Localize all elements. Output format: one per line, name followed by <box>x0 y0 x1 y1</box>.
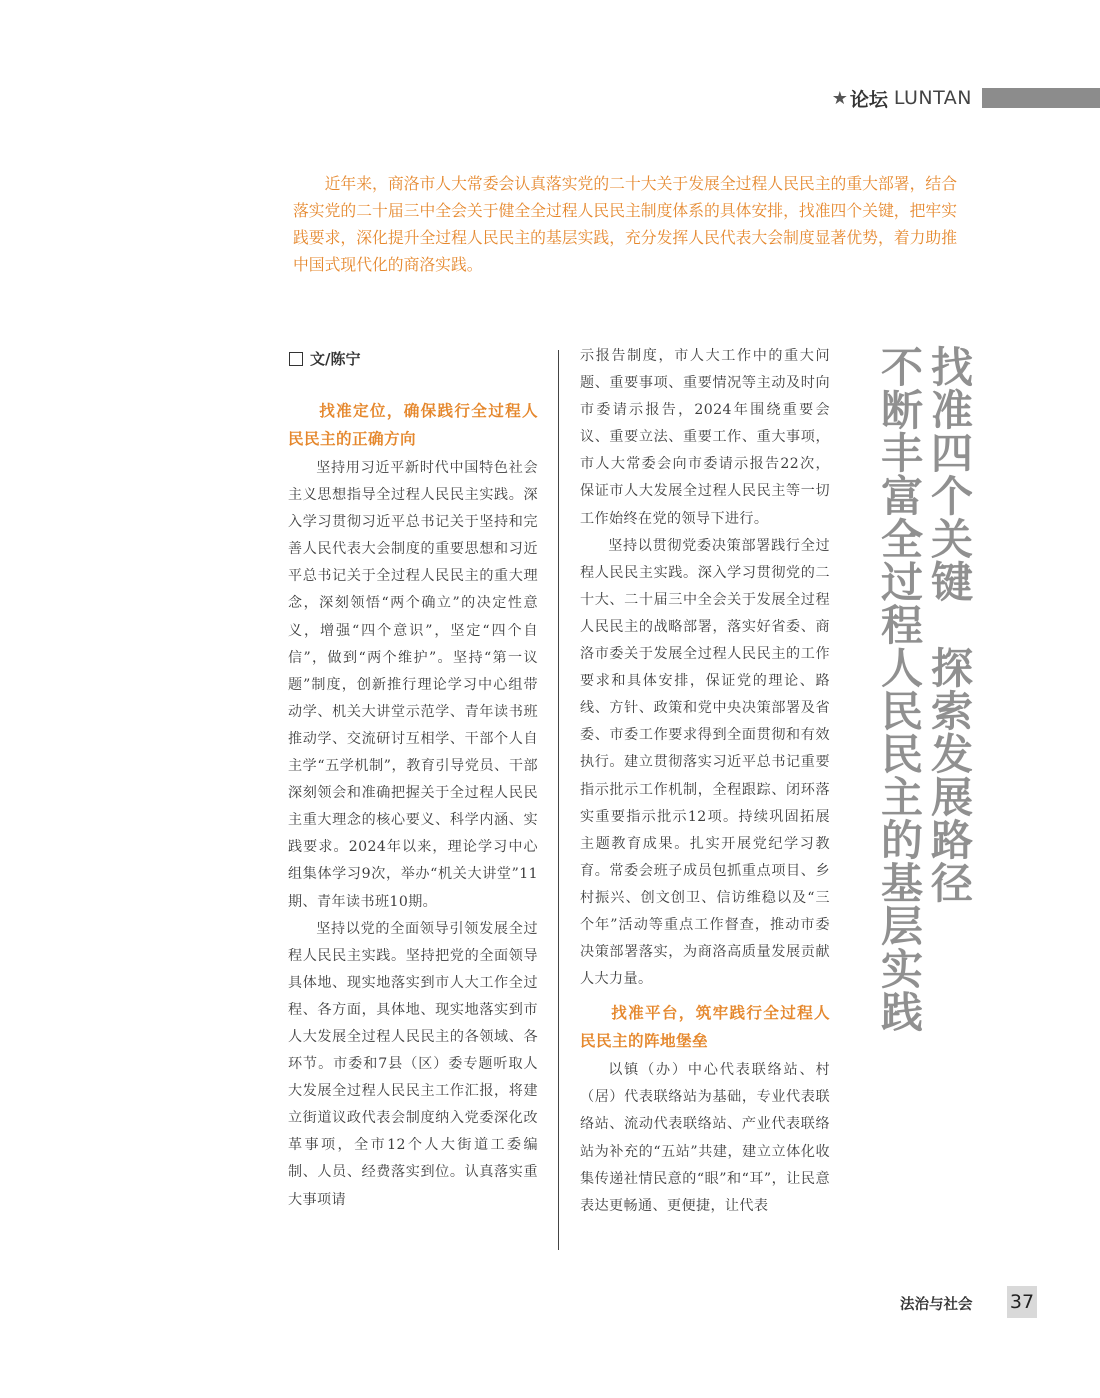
page-number: 37 <box>1007 1286 1037 1318</box>
square-icon <box>289 352 303 366</box>
column-divider <box>558 350 559 1250</box>
section-name-en: LUNTAN <box>893 87 972 109</box>
paragraph: 以镇（办）中心代表联络站、村（居）代表联络站为基础，专业代表联络站、流动代表联络站、产业代表联络站为补充的“五站”共建，建立立体化收集传递社情民意的“眼”和“耳”，让民意表达更畅通、更便捷，让代表 <box>580 1062 830 1214</box>
title-line-1: 找准四个关键 探索发展路径 <box>925 345 974 904</box>
header-bar <box>982 88 1100 108</box>
byline <box>289 348 360 369</box>
body-column-2 <box>580 343 830 1220</box>
paragraph-continued: 示报告制度，市人大工作中的重大问题、重要事项、重要情况等主动及时向市委请示报告，2024年围绕重要会议、重要立法、重要工作、重大事项，市人大常委会向市委请示报告22次，保证市人大发展全过程人民民主等一切工作始终在党的领导下进行。 <box>580 348 830 527</box>
paragraph: 坚持以贯彻党委决策部署践行全过程人民民主实践。深入学习贯彻党的二十大、二十届三中全会关于发展全过程人民民主的战略部署，落实好省委、商洛市委关于发展全过程人民民主的工作要求和具体安排，保证党的理论、路线、方针、政策和党中央决策部署及省委、市委工作要求得到全面贯彻和有效执行。建立贯彻落实习近平总书记重要指示批示工作机制，全程跟踪、闭环落实重要指示批示12项。持续巩固拓展主题教育成果。扎实开展党纪学习教育。常委会班子成员包抓重点项目、乡村振兴、创文创卫、信访维稳以及“三个年”活动等重点工作督查，推动市委决策部署落实，为商洛高质量发展贡献人大力量。 <box>580 537 830 988</box>
title-line-2: 不断丰富全过程人民民主的基层实践 <box>875 345 924 1033</box>
section-name-cn: 论坛 <box>849 88 888 111</box>
author: 文/陈宁 <box>310 350 361 368</box>
section-heading-2: 找准平台，筑牢践行全过程人民民主的阵地堡垒 <box>580 1004 830 1051</box>
article-title <box>876 345 972 1065</box>
paragraph: 坚持以党的全面领导引领发展全过程人民民主实践。坚持把党的全面领导具体地、现实地落实到市人大工作全过程、各方面，具体地、现实地落实到市人大发展全过程人民民主的各领域、各环节。市委和7县（区）委专题听取人大发展全过程人民民主工作汇报，将建立街道议政代表会制度纳入党委深化改革事项，全市12个人大街道工委编制、人员、经费落实到位。认真落实重大事项请 <box>288 920 538 1208</box>
body-column-1 <box>288 394 538 1214</box>
star-icon: ★ <box>831 87 848 109</box>
section-heading-1: 找准定位，确保践行全过程人民民主的正确方向 <box>288 402 538 448</box>
article-abstract: 近年来，商洛市人大常委会认真落实党的二十大关于发展全过程人民民主的重大部署，结合落实党的二十届三中全会关于健全全过程人民民主制度体系的具体安排，找准四个关键，把牢实践要求，深化提升全过程人民民主的基层实践，充分发挥人民代表大会制度显著优势，着力助推中国式现代化的商洛实践。 <box>293 174 957 274</box>
paragraph: 坚持用习近平新时代中国特色社会主义思想指导全过程人民民主实践。深入学习贯彻习近平总书记关于坚持和完善人民代表大会制度的重要思想和习近平总书记关于全过程人民民主的重大理念，深刻领悟“两个确立”的决定性意义，增强“四个意识”，坚定“四个自信”，做到“两个维护”。坚持“第一议题”制度，创新推行理论学习中心组带动学、机关大讲堂示范学、青年读书班推动学、交流研讨互相学、干部个人自主学“五学机制”，教育引导党员、干部深刻领会和准确把握关于全过程人民民主重大理念的核心要义、科学内涵、实践要求。2024年以来，理论学习中心组集体学习9次，举办“机关大讲堂”11期、青年读书班10期。 <box>288 460 538 910</box>
publication-name: 法治与社会 <box>900 1297 973 1313</box>
section-header <box>832 86 1100 110</box>
